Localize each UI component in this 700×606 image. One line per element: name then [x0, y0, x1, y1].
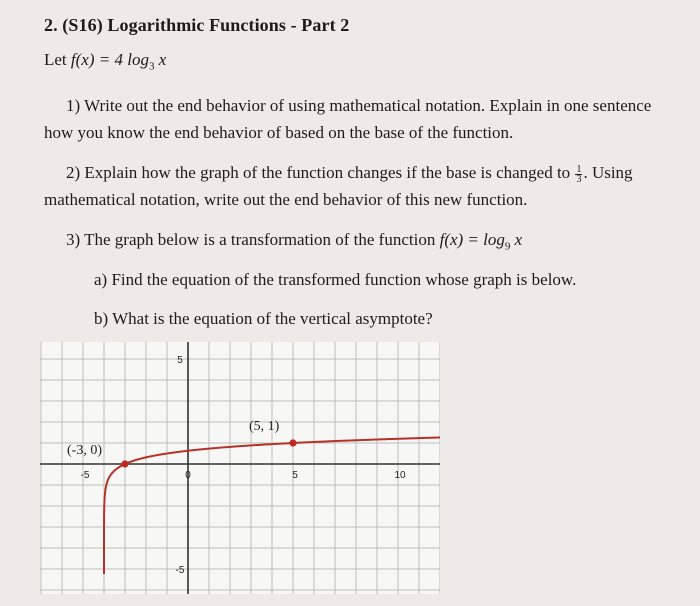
- point-marker: [121, 460, 128, 467]
- let-base: 3: [148, 60, 155, 73]
- fraction-denominator: 3: [576, 173, 582, 185]
- y-tick-label: 5: [177, 355, 183, 366]
- question-2-text-a: 2) Explain how the graph of the function changes if the base is changed to: [66, 163, 575, 182]
- question-3-var: x: [510, 230, 523, 249]
- let-prefix: Let: [44, 50, 71, 69]
- question-3: [66, 230, 522, 256]
- question-3-text: 3) The graph below is a transformation of the function: [66, 230, 440, 249]
- let-var: x: [154, 50, 167, 69]
- log-graph: [40, 342, 440, 594]
- problem-title: 2. (S16) Logarithmic Functions - Part 2: [44, 15, 350, 35]
- question-3-base: 9: [504, 240, 511, 253]
- one-third-fraction: [575, 165, 582, 184]
- question-3-function: f(x) = log: [439, 230, 505, 249]
- question-2-line-2: mathematical notation, write out the end behavior of this new function.: [44, 190, 528, 209]
- fraction-numerator: 1: [576, 163, 582, 175]
- x-tick-label: 0: [185, 470, 191, 481]
- question-3a: a) Find the equation of the transformed function whose graph is below.: [94, 270, 577, 289]
- question-1-line-2: how you know the end behavior of based on the base of the function.: [44, 123, 514, 142]
- x-tick-label: 10: [394, 470, 406, 481]
- question-1-line-1: 1) Write out the end behavior of using mathematical notation. Explain in one sentence: [66, 96, 652, 115]
- x-tick-label: -5: [80, 470, 90, 481]
- question-2-line-1: [66, 163, 633, 184]
- point-marker: [289, 439, 296, 446]
- question-2-text-b: . Using: [583, 163, 633, 182]
- question-3b: b) What is the equation of the vertical asymptote?: [94, 309, 433, 328]
- y-tick-label: -5: [175, 565, 185, 576]
- function-definition: [44, 50, 166, 76]
- point-label: (-3, 0): [67, 443, 102, 458]
- let-function: f(x) = 4 log: [70, 50, 149, 69]
- point-label: (5, 1): [249, 419, 280, 434]
- x-tick-label: 5: [292, 470, 298, 481]
